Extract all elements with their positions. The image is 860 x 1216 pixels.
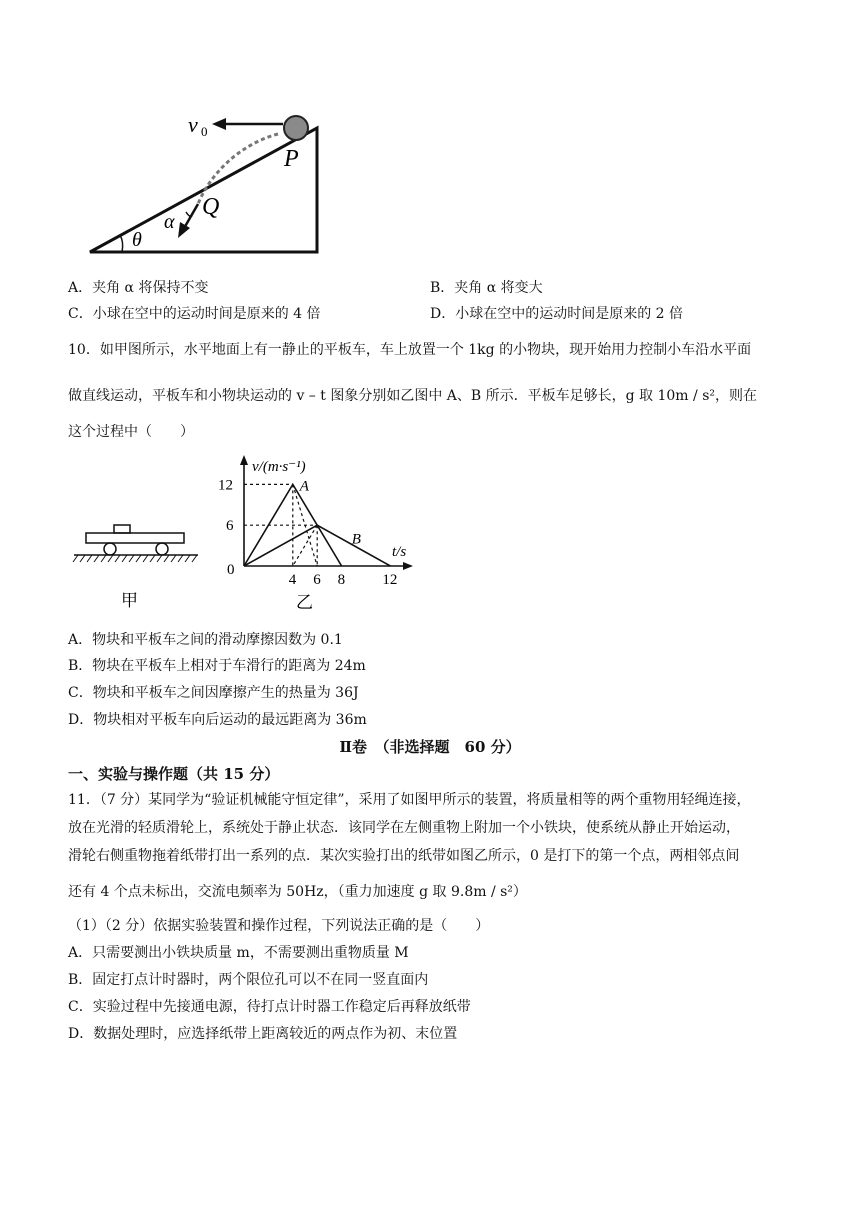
fig-jia-label: 甲 [121,591,138,610]
theta-label: θ [132,229,142,251]
cart-figure [70,518,200,614]
part2-heading: Ⅱ卷 （非选择题 60 分） [339,738,521,756]
q10-stem-line3: 这个过程中（ ） [68,424,194,440]
cart-plate [86,533,184,543]
x-axis-arrow [403,562,413,570]
point-p-label: P [284,146,299,172]
q10-option-c: C．物块和平板车之间因摩擦产生的热量为 36J [68,685,359,701]
q11-stem-line2: 放在光滑的轻质滑轮上，系统处于静止状态．该同学在左侧重物上附加一个小铁块，使系统从静止开始运动， [68,820,740,836]
q11-sub1-option-a: A．只需要测出小铁块质量 m，不需要测出重物质量 M [68,945,409,961]
point-q-label: Q [202,194,220,220]
q10-option-d: D．物块相对平板车向后运动的最远距离为 36m [68,712,367,728]
series-a-label: A [299,478,309,495]
q11-stem-line4: 还有 4 个点未标出，交流电频率为 50Hz，（重力加速度 g 取 9.8m / s²） [68,884,527,900]
q9-option-a: A．夹角 α 将保持不变 [68,280,209,296]
ball [284,116,308,140]
q11-sub1-option-b: B．固定打点计时器时，两个限位孔可以不在同一竖直面内 [68,972,429,988]
incline-figure [80,104,340,264]
y-axis-label: v/(m·s⁻¹) [252,459,306,475]
q11-sub1-stem: （1）（2 分）依据实验装置和操作过程，下列说法正确的是（ ） [68,918,490,934]
q9-option-c: C．小球在空中的运动时间是原来的 4 倍 [68,306,321,322]
y-tick-label-6: 6 [226,518,234,535]
y-axis-arrow [240,455,248,465]
alpha-label: α [164,211,175,233]
q9-option-b: B．夹角 α 将变大 [430,280,543,296]
x-tick-label-8: 8 [337,572,346,588]
q11-stem-line1: 11．（7 分）某同学为“验证机械能守恒定律”，采用了如图甲所示的装置，将质量相等的两个重物用轻绳连接， [68,792,751,808]
origin-label: 0 [227,562,235,578]
q9-option-d: D．小球在空中的运动时间是原来的 2 倍 [430,306,684,322]
v0-subscript: 0 [201,124,208,139]
fig-yi-label: 乙 [296,593,313,612]
cart-wheel-left [104,543,116,555]
block [114,525,130,533]
vt-chart [210,450,420,615]
section1-heading: 一、实验与操作题（共 15 分） [68,765,280,783]
x-tick-label-6: 6 [313,572,321,588]
v0-label: v [188,112,198,137]
series-b-label: B [351,531,361,548]
x-tick-label-12: 12 [382,572,398,588]
q10-option-b: B．物块在平板车上相对于车滑行的距离为 24m [68,658,366,674]
q10-option-a: A．物块和平板车之间的滑动摩擦因数为 0.1 [68,632,343,648]
guide-diagonal-0 [293,484,317,566]
cart-wheel-right [156,543,168,555]
y-tick-label-12: 12 [218,477,233,494]
q11-stem-line3: 滑轮右侧重物拖着纸带打出一系列的点．某次实验打出的纸带如图乙所示，0 是打下的第一个点，两相邻点间 [68,848,740,864]
velocity-arrowhead [178,222,190,238]
v0-arrowhead [212,118,226,130]
q11-sub1-option-d: D．数据处理时，应选择纸带上距离较近的两点作为初、末位置 [68,1026,458,1042]
x-axis-label: t/s [392,544,407,560]
x-tick-label-4: 4 [288,572,297,588]
q10-stem-line2: 做直线运动，平板车和小物块运动的 v – t 图象分别如乙图中 A、B 所示．平板车足够长，g 取 10m / s²，则在 [68,388,757,404]
q11-sub1-option-c: C．实验过程中先接通电源，待打点计时器工作稳定后再释放纸带 [68,999,471,1015]
q10-stem-line1: 10．如甲图所示，水平地面上有一静止的平板车，车上放置一个 1kg 的小物块，现开始用力控制小车沿水平面 [68,342,752,358]
